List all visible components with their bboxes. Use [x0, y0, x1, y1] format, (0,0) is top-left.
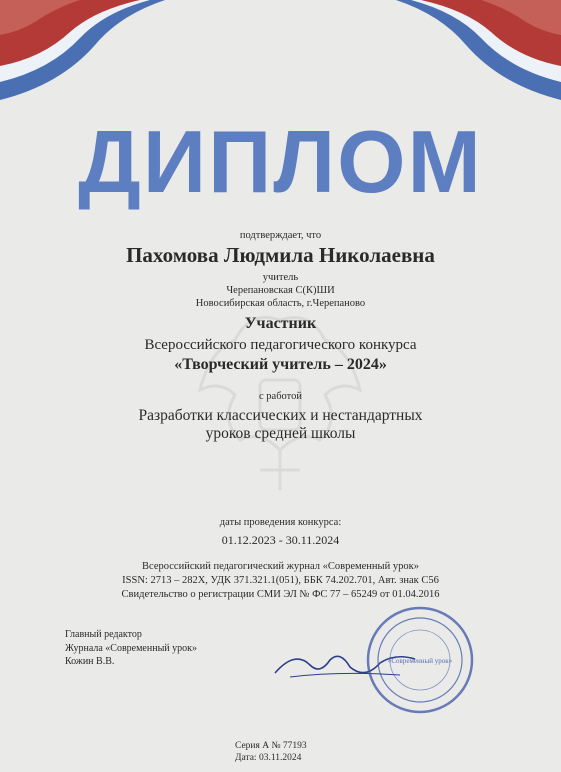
confirms-text: подтверждает, что [239, 230, 322, 241]
recipient-school: Черепановская С(К)ШИ [226, 285, 335, 296]
recipient-position: учитель [262, 272, 299, 283]
issue-date: Дата: 03.11.2024 [235, 752, 302, 763]
with-work-label: с работой [259, 391, 302, 402]
work-title-line-2: уроков средней школы [205, 425, 356, 442]
official-stamp [365, 605, 475, 715]
work-title-line-1: Разработки классических и нестандартных [138, 407, 423, 424]
tricolor-corner-right [391, 0, 561, 105]
publisher-line-2: ISSN: 2713 – 282X, УДК 371.321.1(051), ББК 74.202.701, Авт. знак С56 [122, 575, 439, 586]
recipient-name: Пахомова Людмила Николаевна [126, 243, 435, 267]
tricolor-corner-left [0, 0, 170, 105]
publisher-line-1: Всероссийский педагогический журнал «Современный урок» [142, 561, 419, 572]
editor-title: Главный редактор [65, 629, 142, 640]
dates-label: даты проведения конкурса: [219, 517, 342, 528]
dates-value: 01.12.2023 - 30.11.2024 [221, 533, 340, 547]
stamp-center-text: «Современный урок» [387, 657, 453, 665]
editor-journal: Журнала «Современный урок» [65, 642, 198, 654]
editor-block [65, 628, 197, 669]
contest-name: «Творческий учитель – 2024» [174, 356, 387, 373]
diploma-title: ДИПЛОМ [78, 112, 483, 211]
editor-name: Кожин В.В. [65, 656, 115, 667]
serial-block [235, 741, 307, 765]
recipient-location: Новосибирская область, г.Черепаново [195, 298, 366, 309]
participant-role: Участник [244, 315, 317, 332]
serial-number: Серия А № 77193 [235, 741, 307, 751]
contest-type: Всероссийского педагогического конкурса [144, 337, 417, 353]
publisher-line-3: Свидетельство о регистрации СМИ ЭЛ № ФС 77 – 65249 от 01.04.2016 [121, 589, 440, 600]
